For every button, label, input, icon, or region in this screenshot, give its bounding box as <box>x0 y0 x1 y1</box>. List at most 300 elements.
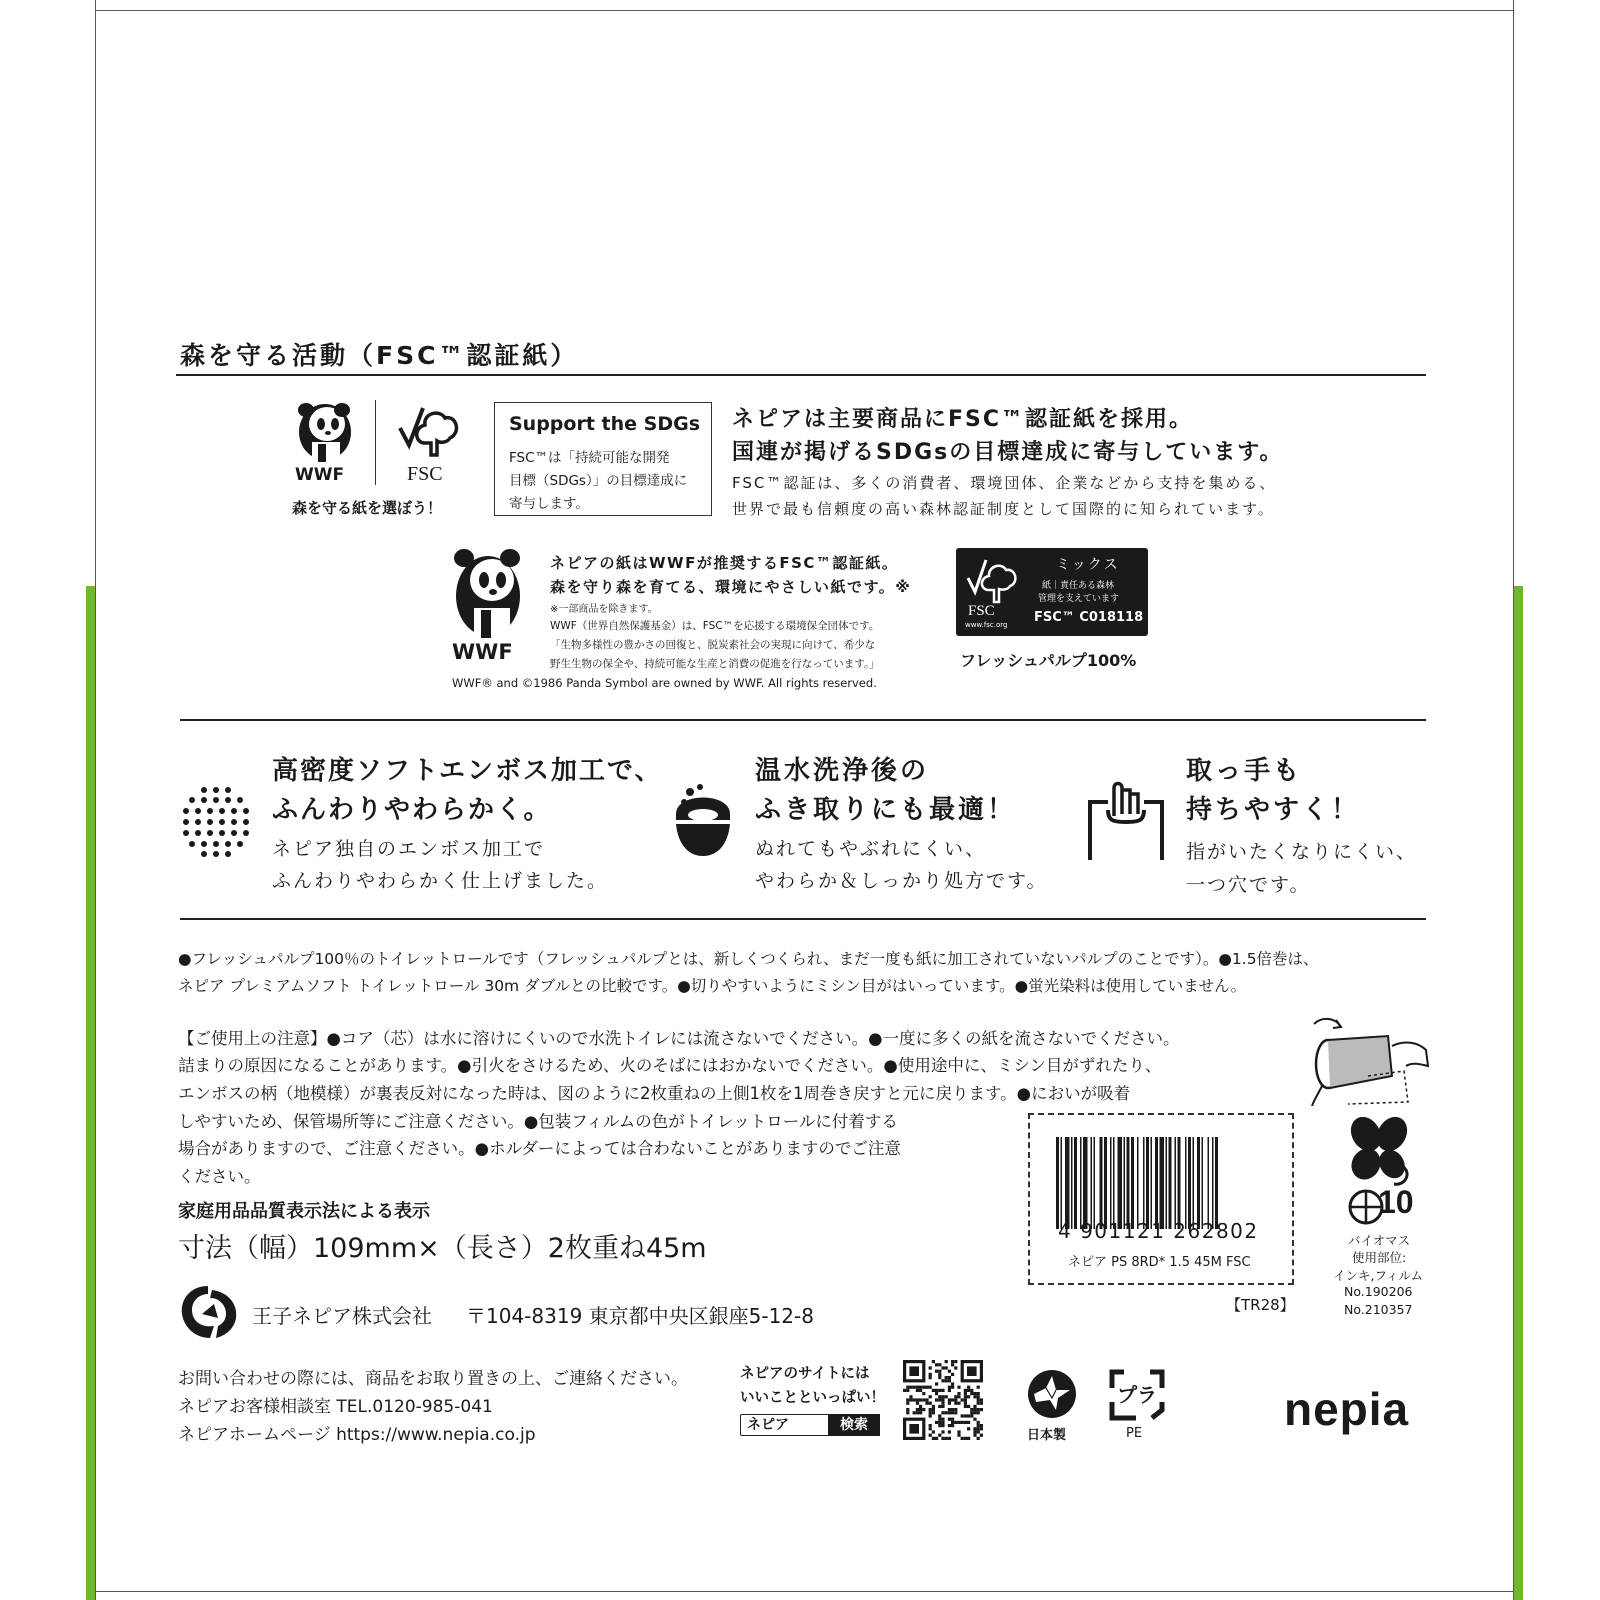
qr-module <box>977 1398 980 1401</box>
qr-module <box>961 1421 964 1424</box>
qr-module <box>932 1437 935 1440</box>
qr-module <box>938 1370 941 1373</box>
qr-module <box>951 1408 954 1411</box>
barcode-bar <box>1155 1137 1158 1229</box>
qr-module <box>941 1430 944 1433</box>
qr-module <box>961 1437 964 1440</box>
qr-module <box>916 1386 919 1389</box>
qr-module <box>964 1402 967 1405</box>
feature-3-title-1: 取っ手も <box>1186 756 1303 786</box>
feature-1-title-2: ふんわりやわらかく。 <box>272 795 552 825</box>
qr-module <box>973 1395 976 1398</box>
site-promo-line-1: ネピアのサイトには <box>740 1366 870 1382</box>
qr-module <box>961 1414 964 1417</box>
qr-module <box>948 1389 951 1392</box>
qr-module <box>973 1434 976 1437</box>
qr-module <box>938 1389 941 1392</box>
barcode-bar <box>1113 1137 1115 1229</box>
qr-module <box>948 1379 951 1382</box>
qr-module <box>919 1405 922 1408</box>
qr-module <box>948 1437 951 1440</box>
search-word-box[interactable]: ネピア <box>740 1414 832 1436</box>
qr-module <box>932 1389 935 1392</box>
qr-module <box>929 1376 932 1379</box>
qr-module <box>941 1395 944 1398</box>
sdgs-box <box>494 402 712 516</box>
qr-module <box>913 1398 916 1401</box>
barcode-bar <box>1193 1137 1195 1229</box>
qr-module <box>929 1373 932 1376</box>
qr-module <box>957 1421 960 1424</box>
qr-module <box>929 1411 932 1414</box>
qr-module <box>945 1379 948 1382</box>
qr-module <box>951 1360 954 1363</box>
fsc-label-line-2: 管理を支えています <box>1038 594 1120 604</box>
qr-module <box>906 1386 909 1389</box>
barcode-bar <box>1071 1137 1073 1229</box>
qr-module <box>980 1434 983 1437</box>
feature-3-title-2: 持ちやすく！ <box>1186 795 1361 825</box>
barcode-bar <box>1061 1137 1063 1229</box>
qr-module <box>977 1402 980 1405</box>
qr-module <box>964 1437 967 1440</box>
qr-module <box>941 1437 944 1440</box>
qr-module <box>935 1382 938 1385</box>
barcode-bar <box>1104 1137 1107 1229</box>
roll-rewind-illustration-icon <box>1308 1016 1430 1106</box>
frame-left-line <box>95 0 96 1600</box>
features-top-divider <box>180 719 1426 721</box>
green-accent-strip-right <box>1514 586 1523 1600</box>
qr-module <box>906 1402 909 1405</box>
barcode-bar <box>1188 1137 1191 1229</box>
qr-module <box>948 1386 951 1389</box>
quality-label: 家庭用品品質表示法による表示 <box>178 1201 430 1222</box>
qr-module <box>916 1389 919 1392</box>
qr-module <box>967 1427 970 1430</box>
barcode-bar <box>1100 1137 1103 1229</box>
qr-module <box>954 1408 957 1411</box>
qr-module <box>948 1430 951 1433</box>
fsc-mix-label <box>956 548 1148 636</box>
caution-line-3: エンボスの柄（地模様）が裏表反対になった時は、図のように2枚重ねの上側1枚を1周巻き戻すと元に戻ります。●においが吸着 <box>178 1084 1131 1103</box>
qr-module <box>951 1363 954 1366</box>
qr-module <box>948 1376 951 1379</box>
qr-module <box>938 1373 941 1376</box>
qr-module <box>909 1395 912 1398</box>
barcode-bar <box>1208 1137 1210 1229</box>
qr-module <box>967 1386 970 1389</box>
headline-sub-2: 世界で最も信頼度の高い森林認証制度として国際的に知られています。 <box>732 500 1275 518</box>
qr-module <box>945 1411 948 1414</box>
contact-inquiry: お問い合わせの際には、商品をお取り置きの上、ご連絡ください。 <box>178 1369 688 1389</box>
qr-module <box>977 1411 980 1414</box>
wwf-desc-2: 「生物多様性の豊かさの回復と、脱炭素社会の実現に向けて、希少な <box>550 639 876 651</box>
qr-module <box>977 1392 980 1395</box>
qr-module <box>913 1386 916 1389</box>
qr-module <box>935 1392 938 1395</box>
qr-module <box>919 1408 922 1411</box>
section-divider <box>176 374 1426 376</box>
sdgs-line-3: 寄与します。 <box>509 496 589 512</box>
qr-module <box>929 1366 932 1369</box>
qr-module <box>951 1386 954 1389</box>
qr-module <box>945 1376 948 1379</box>
qr-module <box>964 1395 967 1398</box>
qr-module <box>941 1389 944 1392</box>
qr-module <box>948 1370 951 1373</box>
barcode-bar <box>1118 1137 1123 1229</box>
qr-finder <box>967 1366 977 1376</box>
qr-module <box>977 1421 980 1424</box>
qr-module <box>970 1408 973 1411</box>
barcode-bar <box>1178 1137 1181 1229</box>
feature-1-desc-1: ネピア独自のエンボス加工で <box>272 838 546 860</box>
sdgs-heading: Support the SDGs <box>509 413 701 435</box>
qr-module <box>932 1430 935 1433</box>
green-accent-strip-left <box>86 586 95 1600</box>
qr-module <box>951 1421 954 1424</box>
qr-module <box>945 1360 948 1363</box>
barcode-bar <box>1146 1137 1149 1229</box>
feature-3-desc-2: 一つ穴です。 <box>1186 874 1311 896</box>
qr-module <box>935 1363 938 1366</box>
handle-hole-icon <box>1086 780 1166 860</box>
qr-module <box>980 1424 983 1427</box>
qr-module <box>951 1424 954 1427</box>
qr-module <box>941 1411 944 1414</box>
qr-module <box>970 1414 973 1417</box>
qr-module <box>973 1427 976 1430</box>
wwf-desc-3: 野生生物の保全や、持続可能な生産と消費の促進を行なっています。」 <box>550 658 880 670</box>
qr-module <box>970 1389 973 1392</box>
wwf-large-label: WWF <box>452 640 513 664</box>
site-promo-line-2: いいことといっぱい！ <box>740 1390 885 1406</box>
qr-module <box>945 1366 948 1369</box>
contact-homepage[interactable]: ネピアホームページ https://www.nepia.co.jp <box>178 1425 536 1445</box>
headline-line-2: 国連が掲げるSDGsの目標達成に寄与しています。 <box>732 440 1284 465</box>
qr-module <box>957 1402 960 1405</box>
features-bottom-divider <box>180 918 1426 920</box>
barcode-bar <box>1215 1137 1218 1229</box>
qr-module <box>948 1418 951 1421</box>
qr-module <box>945 1437 948 1440</box>
qr-module <box>954 1395 957 1398</box>
frame-bottom-line <box>95 1591 1513 1592</box>
qr-module <box>973 1411 976 1414</box>
qr-module <box>951 1398 954 1401</box>
barcode-bar <box>1202 1137 1204 1229</box>
qr-module <box>967 1405 970 1408</box>
fsc-label-code: FSC™ C018118 <box>1034 610 1144 625</box>
headline-line-1: ネピアは主要商品にFSC™認証紙を採用。 <box>732 407 1194 432</box>
qr-module <box>938 1395 941 1398</box>
qr-module <box>932 1411 935 1414</box>
qr-module <box>938 1434 941 1437</box>
qr-module <box>970 1392 973 1395</box>
company-name: 王子ネピア株式会社 <box>252 1304 432 1328</box>
barcode-bar <box>1091 1137 1093 1229</box>
qr-module <box>973 1418 976 1421</box>
barcode-bar <box>1056 1137 1059 1229</box>
caution-line-1: 【ご使用上の注意】●コア（芯）は水に溶けにくいので水洗トイレには流さないでください。●一度に多くの紙を流さないでください。 <box>178 1029 1180 1048</box>
qr-module <box>948 1411 951 1414</box>
qr-module <box>935 1437 938 1440</box>
qr-module <box>941 1424 944 1427</box>
feature-2-title-2: ふき取りにも最適！ <box>755 795 1017 825</box>
nepia-brand-logo: nepia <box>1284 1383 1410 1435</box>
qr-module <box>938 1418 941 1421</box>
fsc-label-caption: フレッシュパルプ100% <box>960 651 1137 670</box>
qr-module <box>948 1402 951 1405</box>
qr-module <box>973 1392 976 1395</box>
barcode-bar <box>1074 1137 1077 1229</box>
qr-module <box>967 1395 970 1398</box>
qr-module <box>970 1411 973 1414</box>
qr-module <box>967 1389 970 1392</box>
qr-module <box>951 1382 954 1385</box>
contact-tel: ネピアお客様相談室 TEL.0120-985-041 <box>178 1397 493 1417</box>
qr-module <box>919 1398 922 1401</box>
notes-line-1: ●フレッシュパルプ100％のトイレットロールです（フレッシュパルプとは、新しくつくられ、まだ一度も紙に加工されていないパルプのことです）。●1.5倍巻は、 <box>178 950 1319 968</box>
qr-module <box>973 1405 976 1408</box>
qr-module <box>916 1398 919 1401</box>
barcode-bar <box>1160 1137 1165 1229</box>
barcode-bar <box>1143 1137 1145 1229</box>
qr-module <box>925 1402 928 1405</box>
barcode-bar <box>1110 1137 1112 1229</box>
fsc-label-brand: FSC <box>968 603 995 619</box>
qr-module <box>951 1411 954 1414</box>
logo-divider <box>375 400 376 485</box>
caution-line-6: ください。 <box>178 1167 261 1186</box>
caution-line-5: 場合がありますので、ご注意ください。●ホルダーによっては合わないことがありますのでご注意 <box>178 1139 901 1158</box>
wwf-panda-large-icon <box>448 546 528 638</box>
qr-module <box>932 1405 935 1408</box>
barcode-bar <box>1185 1137 1187 1229</box>
qr-module <box>977 1386 980 1389</box>
qr-module <box>957 1395 960 1398</box>
qr-module <box>925 1386 928 1389</box>
qr-module <box>922 1392 925 1395</box>
pe-mark-label: PE <box>1126 1426 1143 1441</box>
qr-module <box>941 1402 944 1405</box>
feature-3-desc-1: 指がいたくなりにくい、 <box>1186 841 1418 863</box>
biomass-line-1: バイオマス <box>1348 1233 1411 1248</box>
notes-line-2: ネピア プレミアムソフト トイレットロール 30m ダブルとの比較です。●切りやすいようにミシン目がはいっています。●蛍光染料は使用していません。 <box>178 977 1247 995</box>
qr-module <box>948 1398 951 1401</box>
qr-module <box>954 1398 957 1401</box>
qr-module <box>916 1411 919 1414</box>
qr-module <box>980 1402 983 1405</box>
caution-line-2: 詰まりの原因になることがあります。●引火をさけるため、火のそばにはおかないでください。●使用途中に、ミシン目がずれたり、 <box>178 1056 1162 1075</box>
oji-nepia-logo-icon <box>178 1282 240 1340</box>
qr-module <box>919 1386 922 1389</box>
qr-module <box>948 1424 951 1427</box>
frame-top-line <box>95 10 1513 11</box>
made-in-japan-label: 日本製 <box>1027 1428 1067 1443</box>
qr-module <box>941 1418 944 1421</box>
barcode-number: 4 901121 262802 <box>1058 1219 1259 1243</box>
qr-module <box>929 1427 932 1430</box>
barcode-bar <box>1124 1137 1126 1229</box>
qr-module <box>957 1386 960 1389</box>
pla-recycle-mark-icon <box>1106 1366 1168 1426</box>
qr-module <box>925 1398 928 1401</box>
biomass-line-2: 使用部位: <box>1352 1250 1407 1265</box>
qr-module <box>948 1408 951 1411</box>
wwf-desc-1: WWF（世界自然保護基金）は、FSC™を応援する環境保全団体です。 <box>550 620 880 632</box>
qr-module <box>938 1363 941 1366</box>
qr-module <box>954 1402 957 1405</box>
qr-module <box>964 1398 967 1401</box>
barcode-product: ネピア PS 8RD* 1.5 45M FSC <box>1068 1255 1251 1270</box>
qr-module <box>935 1389 938 1392</box>
barcode-bar <box>1080 1137 1082 1229</box>
qr-module <box>964 1421 967 1424</box>
qr-module <box>929 1408 932 1411</box>
qr-module <box>964 1392 967 1395</box>
qr-module <box>980 1398 983 1401</box>
feature-1-desc-2: ふんわりやわらかく仕上げました。 <box>272 870 609 892</box>
feature-2-desc-1: ぬれてもやぶれにくい、 <box>755 838 987 860</box>
qr-module <box>945 1395 948 1398</box>
emboss-dots-icon <box>180 786 252 858</box>
barcode-bar <box>1166 1137 1168 1229</box>
biomass-line-3: インキ,フィルム <box>1333 1268 1423 1283</box>
fsc-label-org: www.fsc.org <box>965 621 1008 629</box>
qr-module <box>973 1430 976 1433</box>
qr-module <box>929 1402 932 1405</box>
qr-module <box>935 1421 938 1424</box>
feature-1-title-1: 高密度ソフトエンボス加工で、 <box>272 756 663 786</box>
feature-2-title-1: 温水洗浄後の <box>755 756 930 786</box>
barcode-code: 【TR28】 <box>1226 1296 1295 1314</box>
qr-module <box>977 1437 980 1440</box>
fsc-label-mix: ミックス <box>1056 557 1120 573</box>
wwf-panda-icon <box>292 400 358 462</box>
fsc-label-tree-icon <box>964 556 1022 606</box>
qr-module <box>954 1360 957 1363</box>
sdgs-line-1: FSC™は「持続可能な開発 <box>509 450 670 466</box>
qr-module <box>932 1360 935 1363</box>
search-button[interactable]: 検索 <box>828 1414 880 1436</box>
qr-module <box>938 1414 941 1417</box>
sdgs-line-2: 目標（SDGs）」の目標達成に <box>509 473 688 489</box>
qr-module <box>906 1411 909 1414</box>
qr-module <box>961 1398 964 1401</box>
qr-module <box>977 1427 980 1430</box>
qr-module <box>906 1389 909 1392</box>
qr-module <box>903 1389 906 1392</box>
barcode-bar <box>1197 1137 1200 1229</box>
qr-module <box>938 1421 941 1424</box>
qr-module <box>929 1434 932 1437</box>
caution-line-4: しやすいため、保管場所等にご注意ください。●包装フィルムの色がトイレットロールに付着する <box>178 1112 898 1131</box>
barcode-bar <box>1083 1137 1088 1229</box>
headline-sub-1: FSC™認証は、多くの消費者、環境団体、企業などから支持を集める、 <box>732 474 1277 492</box>
qr-module <box>973 1408 976 1411</box>
qr-module <box>906 1408 909 1411</box>
bidet-wash-icon <box>670 784 736 860</box>
qr-module <box>922 1408 925 1411</box>
qr-module <box>929 1414 932 1417</box>
barcode-bar <box>1212 1137 1214 1229</box>
qr-finder <box>909 1366 919 1376</box>
qr-module <box>964 1414 967 1417</box>
qr-module <box>954 1421 957 1424</box>
barcode-bar <box>1094 1137 1096 1229</box>
qr-module <box>916 1408 919 1411</box>
qr-module <box>916 1402 919 1405</box>
biomass-line-4: No.190206 <box>1344 1284 1413 1299</box>
qr-code[interactable] <box>903 1360 983 1440</box>
pla-mark-text: プラ <box>1117 1383 1157 1407</box>
qr-module <box>935 1370 938 1373</box>
qr-module <box>957 1430 960 1433</box>
barcode-bar <box>1127 1137 1130 1229</box>
qr-module <box>932 1408 935 1411</box>
qr-module <box>909 1386 912 1389</box>
qr-module <box>919 1389 922 1392</box>
fsc-small-label: FSC <box>407 463 443 485</box>
qr-module <box>967 1421 970 1424</box>
qr-module <box>977 1395 980 1398</box>
qr-module <box>980 1427 983 1430</box>
wwf-line-2: 森を守り森を育てる、環境にやさしい紙です。※ <box>550 578 912 596</box>
qr-module <box>929 1395 932 1398</box>
qr-module <box>909 1398 912 1401</box>
qr-module <box>922 1398 925 1401</box>
qr-module <box>957 1392 960 1395</box>
qr-module <box>954 1411 957 1414</box>
qr-module <box>941 1398 944 1401</box>
section-title: 森を守る活動（FSC™認証紙） <box>180 341 579 370</box>
qr-module <box>941 1366 944 1369</box>
qr-module <box>964 1389 967 1392</box>
barcode-box <box>1028 1113 1294 1285</box>
qr-module <box>922 1386 925 1389</box>
qr-finder <box>909 1424 919 1434</box>
qr-module <box>938 1398 941 1401</box>
qr-module <box>938 1376 941 1379</box>
made-in-japan-crane-icon <box>1026 1368 1078 1420</box>
qr-module <box>951 1373 954 1376</box>
fsc-tree-check-icon <box>395 403 465 458</box>
qr-module <box>941 1379 944 1382</box>
logos-caption: 森を守る紙を選ぼう！ <box>292 499 443 517</box>
barcode-bar <box>1175 1137 1177 1229</box>
biomass-line-5: No.210357 <box>1344 1302 1413 1317</box>
wwf-line-1: ネピアの紙はWWFが推奨するFSC™認証紙。 <box>550 554 899 572</box>
qr-module <box>967 1414 970 1417</box>
qr-module <box>913 1411 916 1414</box>
qr-module <box>929 1386 932 1389</box>
qr-module <box>977 1408 980 1411</box>
qr-module <box>935 1398 938 1401</box>
quality-spec: 寸法（幅）109mm×（長さ）2枚重ね45m <box>178 1233 707 1264</box>
qr-module <box>919 1411 922 1414</box>
qr-module <box>929 1424 932 1427</box>
biomass-number: 10 <box>1378 1184 1414 1220</box>
barcode-bar <box>1131 1137 1134 1229</box>
wwf-note: ※一部商品を除きます。 <box>550 604 658 615</box>
qr-module <box>957 1434 960 1437</box>
wwf-copyright: WWF® and ©1986 Panda Symbol are owned by WWF. All rights reserved. <box>452 676 877 690</box>
qr-module <box>967 1437 970 1440</box>
qr-module <box>977 1430 980 1433</box>
qr-module <box>964 1405 967 1408</box>
